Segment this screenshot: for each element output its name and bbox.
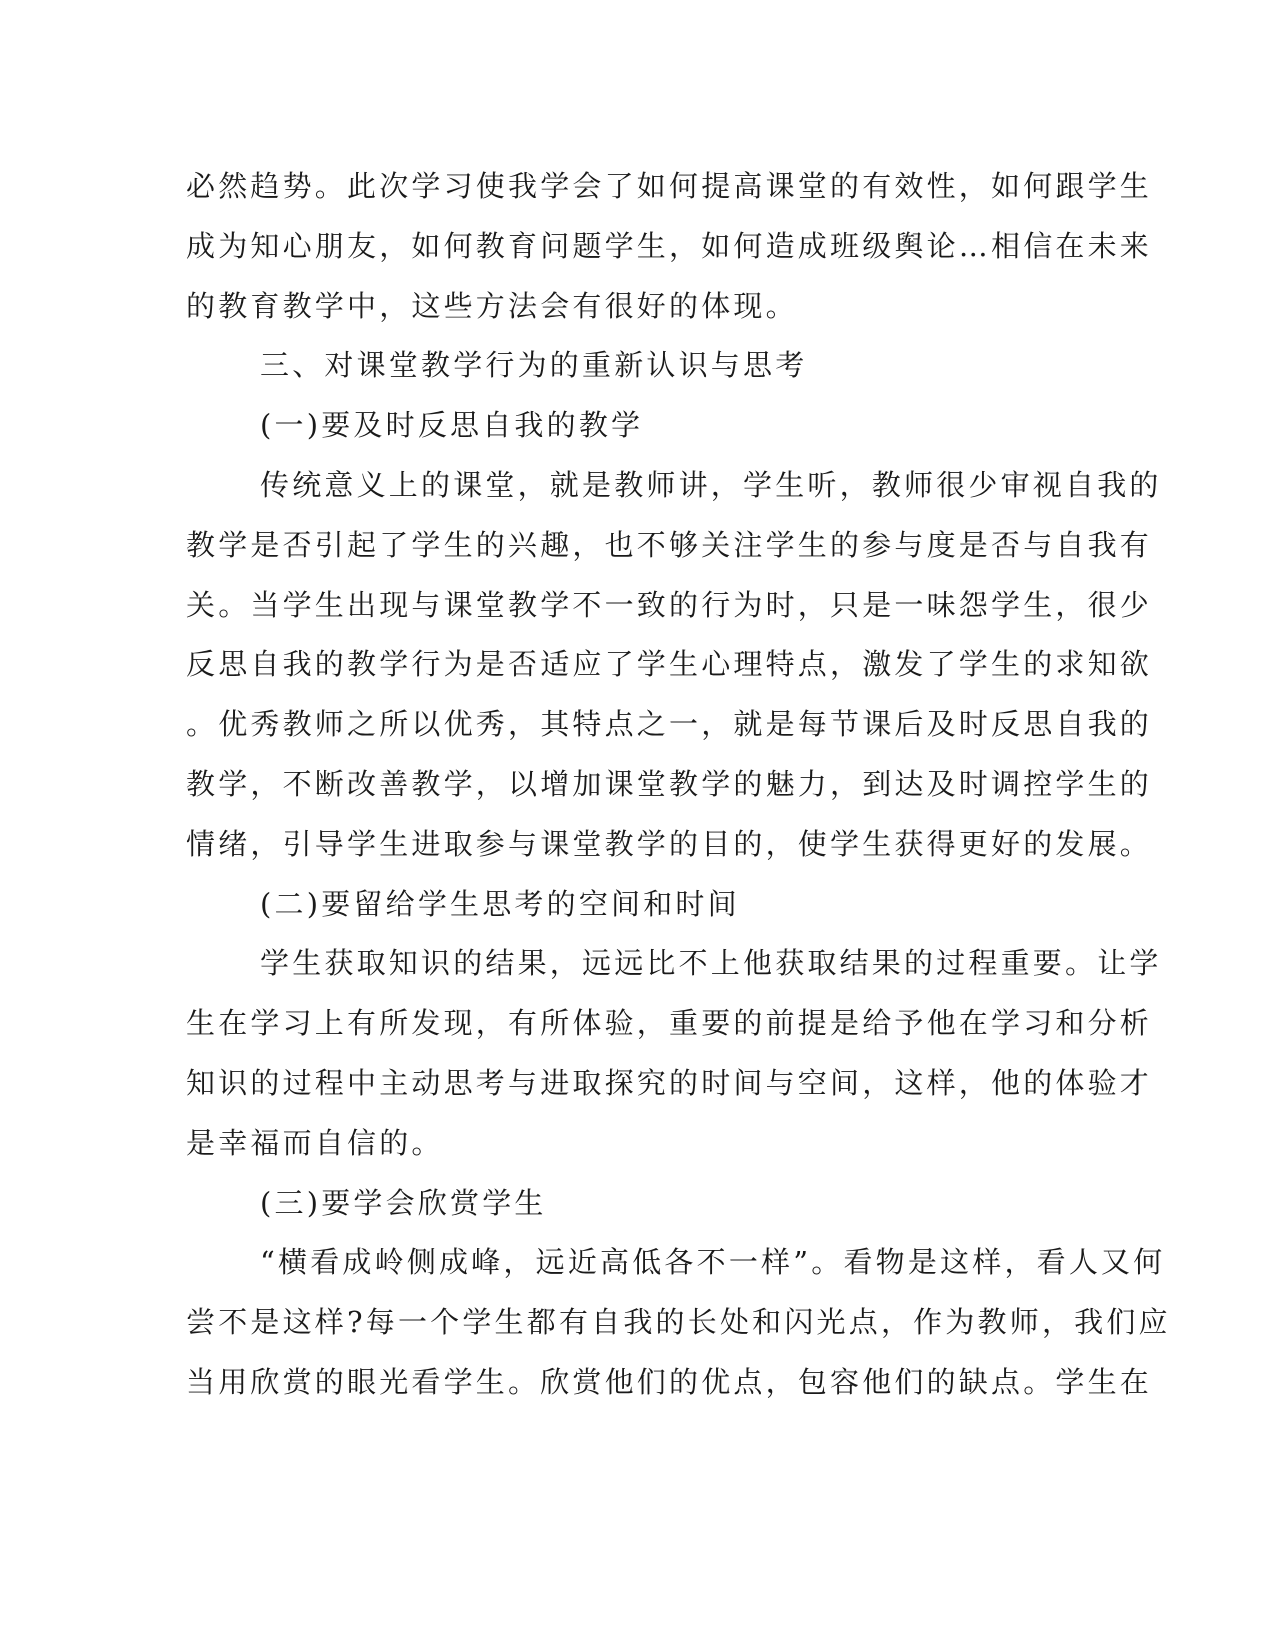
text-line: 教学是否引起了学生的兴趣，也不够关注学生的参与度是否与自我有 — [186, 527, 1153, 562]
text-line: 关。当学生出现与课堂教学不一致的行为时，只是一味怨学生，很少 — [186, 587, 1153, 622]
text-line: 的教育教学中，这些方法会有很好的体现。 — [186, 288, 798, 323]
text-line: 情绪，引导学生进取参与课堂教学的目的，使学生获得更好的发展。 — [186, 826, 1153, 861]
text-line: 知识的过程中主动思考与进取探究的时间与空间，这样，他的体验才 — [186, 1065, 1153, 1100]
text-line: 生在学习上有所发现，有所体验，重要的前提是给予他在学习和分析 — [186, 1006, 1153, 1041]
section-heading: 三、对课堂教学行为的重新认识与思考 — [260, 348, 808, 383]
text-line: 尝不是这样?每一个学生都有自我的长处和闪光点，作为教师，我们应 — [186, 1305, 1171, 1340]
text-line: 是幸福而自信的。 — [186, 1125, 444, 1160]
text-line: 成为知心朋友，如何教育问题学生，如何造成班级舆论…相信在未来 — [186, 228, 1153, 263]
subsection-heading: (一)要及时反思自我的教学 — [260, 408, 644, 443]
text-line: 教学，不断改善教学，以增加课堂教学的魅力，到达及时调控学生的 — [186, 766, 1153, 801]
subsection-heading: (二)要留给学生思考的空间和时间 — [260, 886, 740, 921]
text-line: 。优秀教师之所以优秀，其特点之一，就是每节课后及时反思自我的 — [186, 707, 1153, 742]
text-line: 必然趋势。此次学习使我学会了如何提高课堂的有效性，如何跟学生 — [186, 169, 1153, 203]
text-line: “横看成岭侧成峰，远近高低各不一样”。看物是这样，看人又何 — [260, 1245, 1166, 1280]
body-text — [186, 157, 1171, 1413]
text-line: 当用欣赏的眼光看学生。欣赏他们的优点，包容他们的缺点。学生在 — [186, 1364, 1153, 1399]
text-line: 学生获取知识的结果，远远比不上他获取结果的过程重要。让学 — [260, 946, 1162, 981]
text-line: 传统意义上的课堂，就是教师讲，学生听，教师很少审视自我的 — [260, 467, 1162, 502]
subsection-heading: (三)要学会欣赏学生 — [260, 1185, 547, 1220]
text-line: 反思自我的教学行为是否适应了学生心理特点，激发了学生的求知欲 — [186, 647, 1153, 682]
